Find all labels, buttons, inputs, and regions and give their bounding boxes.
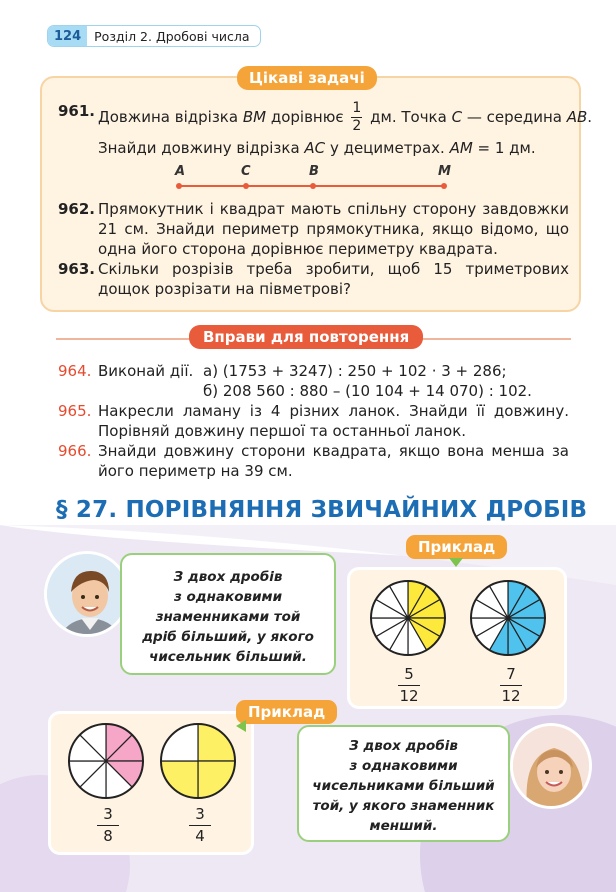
rule-bubble-same-numerator (297, 725, 510, 842)
point-c-label: C (241, 164, 251, 179)
girl-avatar (510, 723, 592, 809)
exercise-962 (58, 199, 569, 259)
boy-avatar (44, 551, 130, 637)
exercise-965 (58, 401, 569, 441)
fraction-3-8: 3 8 (97, 806, 119, 845)
exercise-text: Скільки розрізів треба зробити, щоб 15 триметрових дощок розрізати на півметрові? (98, 260, 569, 298)
point-m-dot (441, 183, 447, 189)
chapter-title: Розділ 2. Дробові числа (94, 28, 250, 44)
exercise-963 (58, 259, 569, 299)
exercise-intro: Виконай дії. (98, 362, 194, 380)
exercise-number: 963. (58, 260, 96, 278)
exercise-number: 965. (58, 402, 92, 420)
label-pointer (449, 558, 463, 568)
interesting-tasks-label: Цікаві задачі (237, 66, 377, 90)
rule-line: менший. (369, 818, 438, 834)
exercise-text: Знайди довжину сторони квадрата, якщо вона менша за його периметр на 39 см. (98, 442, 569, 480)
exercise-number: 964. (58, 362, 92, 380)
point-c-dot (243, 183, 249, 189)
rule-line: знаменниками той (155, 609, 301, 625)
rule-line: з однаковими (173, 589, 283, 605)
point-a-dot (176, 183, 182, 189)
fraction-7-12: 7 12 (501, 665, 521, 705)
repeat-section-label: Вправи для повторення (189, 325, 423, 349)
exercise-964 (58, 361, 569, 400)
section-title: § 27. ПОРІВНЯННЯ ЗВИЧАЙНИХ ДРОБІВ (56, 497, 588, 523)
point-a-label: A (175, 164, 186, 179)
exercise-text: Накресли ламану із 4 різних ланок. Знайди її довжину. Порівняй довжину першої та останньої ланок. (98, 402, 569, 440)
exercise-part-a: а) (1753 + 3247) : 250 + 102 · 3 + 286; (203, 362, 507, 380)
exercise-966 (58, 441, 569, 481)
example-card-2 (48, 711, 254, 855)
example-card-1 (347, 567, 567, 709)
exercise-number: 961. (58, 102, 96, 120)
exercise-number: 966. (58, 442, 92, 460)
page-header (47, 25, 261, 47)
rule-line: з однаковими (349, 758, 458, 774)
exercise-961-line1: Довжина відрізка BM дорівнює $\frac{1}{2}$ дм. Точка C — середина AB. (98, 100, 593, 134)
exercise-961 (58, 100, 593, 134)
exercise-text: Прямокутник і квадрат мають спільну сторону завдовжки 21 см. Знайди периметр прямокутника, якщо відомо, що одна його сторона дорівнює периметру квадрата. (98, 200, 569, 258)
rule-line: чисельниками більший (312, 778, 495, 794)
rule-line: той, у якого знаменник (312, 798, 495, 814)
rule-line: чисельник більший. (149, 649, 307, 665)
rule-bubble-same-denominator (120, 553, 336, 675)
point-m-label: M (438, 164, 451, 179)
rule-line: З двох дробів (349, 738, 458, 754)
point-b-dot (310, 183, 316, 189)
fraction-5-12: 5 12 (399, 665, 419, 705)
fraction-one-half: $\frac{1}{2}$ (352, 100, 362, 134)
label-pointer (236, 720, 246, 732)
point-b-label: B (309, 164, 319, 179)
example-2-circles (51, 718, 257, 808)
exercise-961-line2: Знайди довжину відрізка AC у дециметрах. AM = 1 дм. (98, 139, 536, 157)
exercise-number: 962. (58, 200, 96, 218)
exercise-part-b: б) 208 560 : 880 – (10 104 + 14 070) : 102. (203, 382, 532, 400)
example-label-1: Приклад (406, 535, 507, 559)
example-1-circles (350, 576, 570, 666)
page-number: 124 (48, 26, 87, 46)
fraction-3-4: 3 4 (189, 806, 211, 845)
rule-line: дріб більший, у якого (142, 629, 314, 645)
example-label-2: Приклад (236, 700, 337, 724)
rule-line: З двох дробів (173, 569, 283, 585)
